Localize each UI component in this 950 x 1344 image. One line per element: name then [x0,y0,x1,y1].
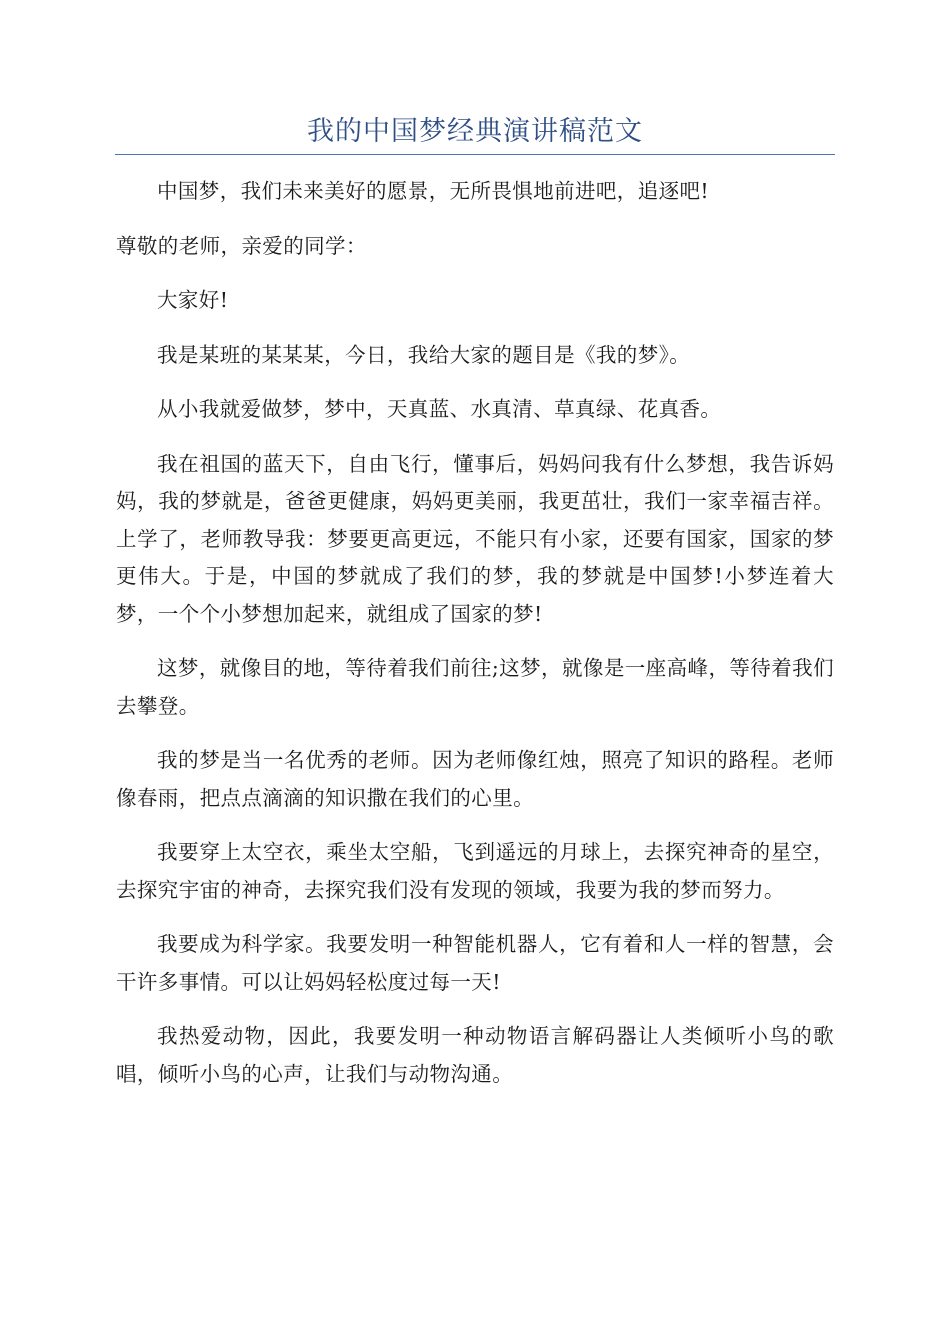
document-body [116,173,834,1110]
paragraph-greeting: 大家好! [157,288,229,312]
paragraph-intro: 中国梦，我们未来美好的愿景，无所畏惧地前进吧，追逐吧! [157,179,710,203]
paragraph: 我热爱动物，因此，我要发明一种动物语言解码器让人类倾听小鸟的歌唱，倾听小鸟的心声，让我们与动物沟通。 [116,1024,834,1086]
paragraph-salutation: 尊敬的老师，亲爱的同学： [116,233,367,258]
paragraph: 这梦，就像目的地，等待着我们前往;这梦，就像是一座高峰，等待着我们去攀登。 [116,656,834,718]
paragraph: 从小我就爱做梦，梦中，天真蓝、水真清、草真绿、花真香。 [157,397,722,421]
paragraph: 我是某班的某某某，今日，我给大家的题目是《我的梦》。 [157,342,691,367]
paragraph: 我的梦是当一名优秀的老师。因为老师像红烛，照亮了知识的路程。老师像春雨，把点点滴滴的知识撒在我们的心里。 [116,748,834,810]
paragraph: 我要成为科学家。我要发明一种智能机器人，它有着和人一样的智慧，会干许多事情。可以让妈妈轻松度过每一天! [116,932,834,994]
paragraph: 我要穿上太空衣，乘坐太空船，飞到遥远的月球上，去探究神奇的星空，去探究宇宙的神奇，去探究我们没有发现的领域，我要为我的梦而努力。 [116,840,834,902]
title-underline [115,154,835,155]
paragraph: 我在祖国的蓝天下，自由飞行，懂事后，妈妈问我有什么梦想，我告诉妈妈，我的梦就是，爸爸更健康，妈妈更美丽，我更茁壮，我们一家幸福吉祥。上学了，老师教导我：梦要更高更远，不能只有小家，还要有国家，国家的梦更伟大。于是，中国的梦就成了我们的梦，我的梦就是中国梦!小梦连着大梦，一个个小梦想加起来，就组成了国家的梦! [116,451,834,626]
document-title: 我的中国梦经典演讲稿范文 [307,116,643,147]
